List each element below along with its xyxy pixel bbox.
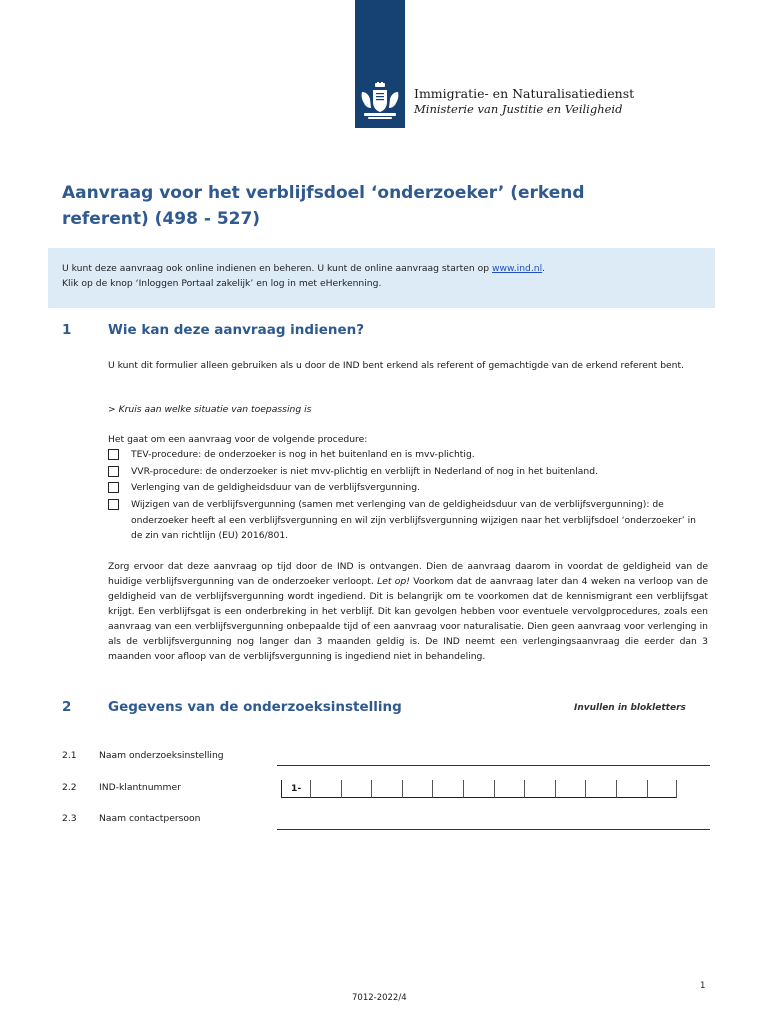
ind-client-number-input[interactable] xyxy=(281,780,677,798)
option-label: TEV-procedure: de onderzoeker is nog in het buitenland en is mvv-plichtig. xyxy=(131,449,475,460)
note-emphasis: Let op! xyxy=(377,576,410,587)
field-2-1-label: Naam onderzoeksinstelling xyxy=(99,750,224,761)
section-1-title: Wie kan deze aanvraag indienen? xyxy=(108,322,365,338)
digit-cell[interactable] xyxy=(616,780,647,798)
section-2-number: 2 xyxy=(62,699,72,715)
digit-cell[interactable] xyxy=(555,780,586,798)
digit-cell[interactable] xyxy=(463,780,494,798)
section-2-title: Gegevens van de onderzoeksinstelling xyxy=(108,699,402,715)
info-text xyxy=(62,261,545,291)
checkbox[interactable] xyxy=(108,499,119,510)
ministry-name: Ministerie van Justitie en Veiligheid xyxy=(414,102,623,116)
title-line-2: referent) (498 - 527) xyxy=(62,209,261,229)
info-line-2: Klik op de knop ‘Inloggen Portaal zakelijk’ en log in met eHerkenning. xyxy=(62,278,382,289)
field-2-2-number: 2.2 xyxy=(62,782,77,793)
digit-cell[interactable] xyxy=(341,780,372,798)
client-number-prefix: 1- xyxy=(281,780,310,798)
organization-header xyxy=(414,86,634,117)
option-label: Verlenging van de geldigheidsduur van de verblijfsvergunning. xyxy=(131,482,421,493)
procedure-intro: Het gaat om een aanvraag voor de volgende procedure: xyxy=(108,434,368,445)
option-label: VVR-procedure: de onderzoeker is niet mvv-plichtig en verblijft in Nederland of nog in het buitenland. xyxy=(131,466,598,477)
deadline-note xyxy=(108,559,708,664)
digit-cell[interactable] xyxy=(524,780,555,798)
checkbox[interactable] xyxy=(108,449,119,460)
page-title xyxy=(62,180,662,232)
info-line-1-end: . xyxy=(542,263,546,274)
ind-website-link[interactable]: www.ind.nl xyxy=(492,263,543,274)
page-number: 1 xyxy=(700,981,706,991)
note-part-1: Zorg ervoor dat deze aanvraag op tijd door de IND is ontvangen. Dien de aanvraag daarom in voordat de geldigheid van de huidige verblijfsvergunning van de onderzoeker verloopt. xyxy=(108,561,708,587)
digit-cell[interactable] xyxy=(647,780,678,798)
checkbox[interactable] xyxy=(108,466,119,477)
digit-cell[interactable] xyxy=(371,780,402,798)
organization-name: Immigratie- en Naturalisatiedienst xyxy=(414,86,635,101)
block-letters-note: Invullen in blokletters xyxy=(574,703,686,713)
field-2-2-label: IND-klantnummer xyxy=(99,782,181,793)
digit-cell[interactable] xyxy=(432,780,463,798)
checkbox[interactable] xyxy=(108,482,119,493)
title-line-1: Aanvraag voor het verblijfsdoel ‘onderzoeker’ (erkend xyxy=(62,183,585,203)
coat-of-arms-icon xyxy=(358,82,402,122)
option-label: Wijzigen van de verblijfsvergunning (samen met verlenging van de geldigheidsduur van de verblijfsvergunning): de onderzoeker heeft al een verblijfsvergunning en wil zijn verblijfsvergunning wijzigen naar het verblijfsdoel ‘onderzoeker’ in de zin van richtlijn (EU) 2016/801. xyxy=(131,499,696,541)
form-code: 7012-2022/4 xyxy=(352,993,407,1003)
digit-cell[interactable] xyxy=(402,780,433,798)
digit-cell[interactable] xyxy=(494,780,525,798)
section-1-instruction: > Kruis aan welke situatie van toepassing is xyxy=(108,404,312,415)
field-2-3-label: Naam contactpersoon xyxy=(99,813,201,824)
field-2-3-number: 2.3 xyxy=(62,813,77,824)
info-line-1: U kunt deze aanvraag ook online indienen en beheren. U kunt de online aanvraag starten op xyxy=(62,263,493,274)
research-institution-name-input[interactable] xyxy=(277,752,710,766)
section-1-intro: U kunt dit formulier alleen gebruiken als u door de IND bent erkend als referent of gemachtigde van de erkend referent bent. xyxy=(108,360,685,371)
digit-cell[interactable] xyxy=(585,780,616,798)
section-1-number: 1 xyxy=(62,322,72,338)
digit-cell[interactable] xyxy=(310,780,341,798)
note-part-2: Voorkom dat de aanvraag later dan 4 weken na verloop van de geldigheid van de verblijfsvergunning wordt ingediend. Dit is belangrijk om te voorkomen dat de kennismigrant een verblijfsgat krijgt. Een verblijfsgat is een onderbreking in het verblijf. Dit kan gevolgen hebben voor eventuele vervolgprocedures, zoals een aanvraag van een verblijfsvergunning onbepaalde tijd of een aanvraag voor naturalisatie. Dien geen aanvraag voor verlenging in als de verblijfsvergunning nog langer dan 3 maanden geldig is. De IND neemt een verlengingsaanvraag die eerder dan 3 maanden voor afloop van de verblijfsvergunning is ingediend niet in behandeling. xyxy=(108,576,709,662)
contact-person-name-input[interactable] xyxy=(277,816,710,830)
field-2-1-number: 2.1 xyxy=(62,750,77,761)
online-info-box xyxy=(48,248,715,308)
